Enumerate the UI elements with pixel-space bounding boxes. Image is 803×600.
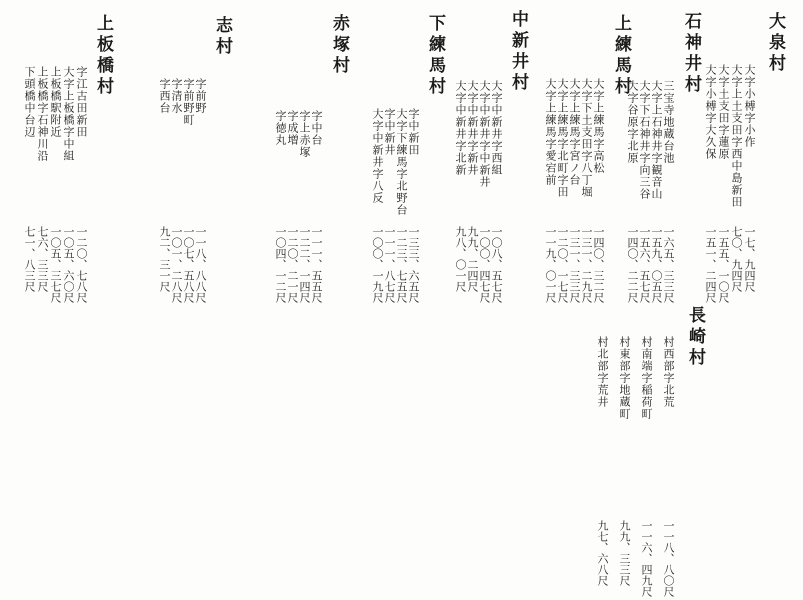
elevation-value: 七〇、九四尺 bbox=[730, 226, 743, 292]
place-name: 大字上土支田字西中島新田 bbox=[730, 64, 743, 208]
place-name: 字中新田 bbox=[407, 108, 420, 156]
place-name: 字上赤塚 bbox=[298, 110, 311, 158]
elevation-value: 一〇〇、一九尺 bbox=[371, 226, 384, 303]
elevation-value: 一三一、二九尺 bbox=[580, 226, 593, 303]
elevation-value: 一三三、六五尺 bbox=[407, 226, 420, 303]
elevation-value: 七六、三三尺 bbox=[36, 226, 49, 292]
elevation-value: 一二三、七五尺 bbox=[395, 226, 408, 303]
place-name: 大字中新井字新井 bbox=[466, 80, 479, 176]
village-name-nakaarai: 中新井村 bbox=[508, 10, 528, 94]
elevation-value: 一〇八、五七尺 bbox=[490, 226, 503, 303]
place-name: 上板橋字石神川沿 bbox=[36, 66, 49, 162]
place-name: 大字上練馬字宮ノ台 bbox=[568, 78, 581, 186]
place-name: 大字上石神井字観音山 bbox=[650, 80, 663, 200]
place-name: 三宝寺地蔵台池 bbox=[662, 80, 675, 164]
elevation-value: 一〇五、六〇尺 bbox=[62, 226, 75, 303]
place-name: 大字小榑字小作 bbox=[743, 64, 756, 148]
elevation-value: 一七、九四尺 bbox=[743, 226, 756, 292]
place-name: 村東部字地蔵町 bbox=[618, 336, 631, 420]
elevation-value: 一二二、一四尺 bbox=[298, 226, 311, 303]
elevation-value: 一一一、五五尺 bbox=[310, 226, 323, 303]
place-name: 村北部字荒井 bbox=[596, 336, 609, 408]
place-name: 字中台 bbox=[310, 110, 323, 146]
place-name: 字徳丸 bbox=[274, 110, 287, 146]
place-name: 大字小榑字大久保 bbox=[704, 64, 717, 160]
place-name: 大字上練馬字愛宕前 bbox=[544, 78, 557, 186]
place-name: 字前野町 bbox=[182, 78, 195, 126]
place-name: 上板橋駅附近 bbox=[49, 66, 62, 138]
elevation-value: 九二、三一尺 bbox=[158, 226, 171, 292]
place-name: 字中新井 bbox=[383, 108, 396, 156]
elevation-value: 一二〇、二一尺 bbox=[286, 226, 299, 303]
place-name: 大字上練馬字高松 bbox=[592, 78, 605, 174]
place-name: 大字中新井字北新 bbox=[454, 80, 467, 176]
elevation-value: 一一六、四九尺 bbox=[640, 520, 653, 597]
elevation-value: 九九、二四尺 bbox=[466, 226, 479, 292]
elevation-value: 一〇一、二八尺 bbox=[170, 226, 183, 303]
elevation-value: 一六五、三三尺 bbox=[662, 226, 675, 303]
elevation-value: 一一九、〇一尺 bbox=[544, 226, 557, 303]
elevation-value: 七一、八三尺 bbox=[23, 226, 36, 292]
elevation-value: 一二〇、一七尺 bbox=[556, 226, 569, 303]
place-name: 字西台 bbox=[158, 78, 171, 114]
place-name: 字前野 bbox=[194, 78, 207, 114]
place-name: 大字中新井字西組 bbox=[490, 80, 503, 176]
elevation-value: 一〇四、一二尺 bbox=[274, 226, 287, 303]
elevation-value: 一三一、三三尺 bbox=[568, 226, 581, 303]
place-name: 村南端字稲荷町 bbox=[640, 336, 653, 420]
elevation-value: 一〇〇、四七尺 bbox=[478, 226, 491, 303]
place-name: 字江古田新田 bbox=[75, 66, 88, 138]
elevation-value: 一一八、八〇尺 bbox=[662, 520, 675, 597]
elevation-value: 九九、三三尺 bbox=[618, 520, 631, 586]
elevation-value: 九八、〇一尺 bbox=[454, 226, 467, 292]
elevation-value: 一四〇、二二尺 bbox=[626, 226, 639, 303]
village-name-kaminerima: 上練馬村 bbox=[611, 14, 631, 98]
elevation-value: 九七、六八尺 bbox=[596, 520, 609, 586]
village-name-oizumi: 大泉村 bbox=[765, 12, 785, 75]
place-name: 大字下練馬字北野台 bbox=[395, 108, 408, 216]
elevation-value: 一二〇、七八尺 bbox=[75, 226, 88, 303]
place-name: 大字中新井字中新井 bbox=[478, 80, 491, 188]
elevation-value: 一五九、〇五尺 bbox=[650, 226, 663, 303]
village-name-akatsuka: 赤塚村 bbox=[329, 14, 349, 77]
place-name: 大字谷原字北原 bbox=[626, 80, 639, 164]
place-name: 村西部字北荒 bbox=[662, 336, 675, 408]
place-name: 大字上板橋字中組 bbox=[62, 66, 75, 162]
place-name: 大字中新井字八反 bbox=[371, 108, 384, 204]
place-name: 大字上練馬字北町字田 bbox=[556, 78, 569, 198]
elevation-value: 一五一、二四尺 bbox=[704, 226, 717, 303]
village-name-shakujii: 石神井村 bbox=[681, 12, 701, 96]
place-name: 字清水 bbox=[170, 78, 183, 114]
place-name: 字成増 bbox=[286, 110, 299, 146]
elevation-value: 一〇七、五八尺 bbox=[182, 226, 195, 303]
place-name: 大字下土支田字八丁堀 bbox=[580, 78, 593, 198]
village-name-nagasaki: 長崎村 bbox=[685, 306, 705, 369]
place-name: 大字土支田字蓮原 bbox=[717, 64, 730, 160]
place-name: 下頭橋中台辺 bbox=[23, 66, 36, 138]
place-name: 大字下石神井字向三谷 bbox=[638, 80, 651, 200]
elevation-value: 一五六、五七尺 bbox=[638, 226, 651, 303]
elevation-value: 一一一、八七尺 bbox=[383, 226, 396, 303]
elevation-value: 一五五、一〇尺 bbox=[717, 226, 730, 303]
village-name-shimonerima: 下練馬村 bbox=[425, 14, 445, 98]
elevation-value: 一一八、八八尺 bbox=[194, 226, 207, 303]
elevation-value: 一四〇、三二尺 bbox=[592, 226, 605, 303]
elevation-value: 一〇五、三七尺 bbox=[49, 226, 62, 303]
village-name-kamiitabashi: 上板橋村 bbox=[93, 14, 113, 98]
village-name-shimura: 志村 bbox=[212, 16, 232, 58]
